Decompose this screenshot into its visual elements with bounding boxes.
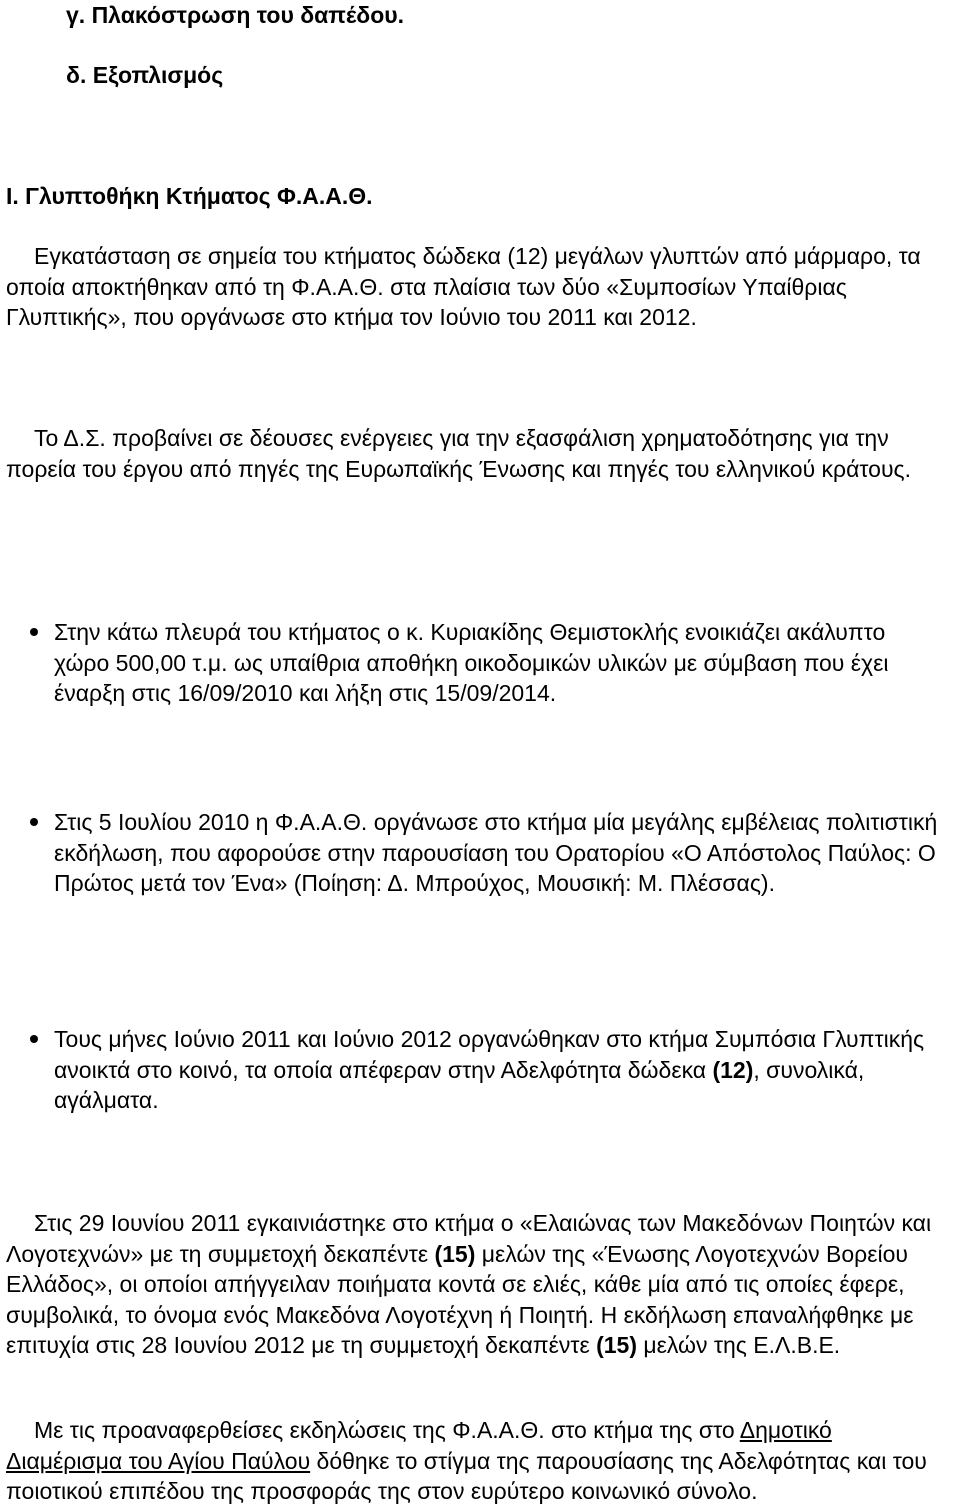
heading-d: δ. Εξοπλισμός	[66, 62, 224, 88]
bullet-icon	[30, 1035, 38, 1043]
bullet-icon	[30, 818, 38, 826]
list-item-oratorio-text: Στις 5 Ιουλίου 2010 η Φ.Α.Α.Θ. οργάνωσε στο κτήμα μία μεγάλης εμβέλειας πολιτιστική εκδήλωση, που αφορούσε στην παρουσίαση του Ορατορίου «Ο Απόστολος Παύλος: Ο Πρώτος μετά τον Ένα» (Ποίηση: Δ. Μπρούχος, Μουσική: Μ. Πλέσσας).	[54, 809, 938, 896]
paragraph-board: Το Δ.Σ. προβαίνει σε δέουσες ενέργειες για την εξασφάλιση χρηματοδότησης για την πορεία του έργου από πηγές της Ευρωπαϊκής Ένωσης και πηγές του ελληνικού κράτους.	[6, 425, 912, 482]
paragraph-sculptures: Εγκατάσταση σε σημεία του κτήματος δώδεκα (12) μεγάλων γλυπτών από μάρμαρο, τα οποία αποκτήθηκαν από τη Φ.Α.Α.Θ. στα πλαίσια των δύο «Συμποσίων Υπαίθριας Γλυπτικής», που οργάνωσε στο κτήμα τον Ιούνιο του 2011 και 2012.	[6, 243, 921, 330]
heading-g: γ. Πλακόστρωση του δαπέδου.	[66, 2, 405, 28]
list-item-oratorio	[30, 807, 942, 899]
list-item-lease-text: Στην κάτω πλευρά του κτήματος ο κ. Κυριακίδης Θεμιστοκλής ενοικιάζει ακάλυπτο χώρο 500,00 τ.μ. ως υπαίθρια αποθήκη οικοδομικών υλικών με σύμβαση που έχει έναρξη στις 16/09/2010 και λήξη στις 15/09/2014.	[54, 619, 889, 706]
bullet-icon	[30, 628, 38, 636]
list-item-symposia-text: Τους μήνες Ιούνιο 2011 και Ιούνιο 2012 οργανώθηκαν στο κτήμα Συμπόσια Γλυπτικής ανοικτά στο κοινό, τα οποία απέφεραν στην Αδελφότητα δώδεκα (12), συνολικά, αγάλματα.	[54, 1026, 925, 1113]
paragraph-olive-grove: Στις 29 Ιουνίου 2011 εγκαινιάστηκε στο κτήμα ο «Ελαιώνας των Μακεδόνων Ποιητών και Λογοτεχνών» με τη συμμετοχή δεκαπέντε (15) μελών της «Ένωσης Λογοτεχνών Βορείου Ελλάδος», οι οποίοι απήγγειλαν ποιήματα κοντά σε ελιές, κάθε μία από τις οποίες έφερε, συμβολικά, το όνομα ενός Μακεδόνα Λογοτέχνη ή Ποιητή. Η εκδήλωση επαναλήφθηκε με επιτυχία στις 28 Ιουνίου 2012 με τη συμμετοχή δεκαπέντε (15) μελών της Ε.Λ.Β.Ε.	[6, 1210, 932, 1358]
paragraph-conclusion: Με τις προαναφερθείσες εκδηλώσεις της Φ.Α.Α.Θ. στο κτήμα της στο Δημοτικό Διαμέρισμα του Αγίου Παύλου δόθηκε το στίγμα της παρουσίασης της Αδελφότητας και του ποιοτικού επιπέδου της προσφοράς της στον ευρύτερο κοινωνικό σύνολο.	[6, 1417, 927, 1504]
heading-i: Ι. Γλυπτοθήκη Κτήματος Φ.Α.Α.Θ.	[6, 183, 373, 209]
list-item-symposia	[30, 1024, 942, 1116]
list-item-lease	[30, 617, 942, 709]
